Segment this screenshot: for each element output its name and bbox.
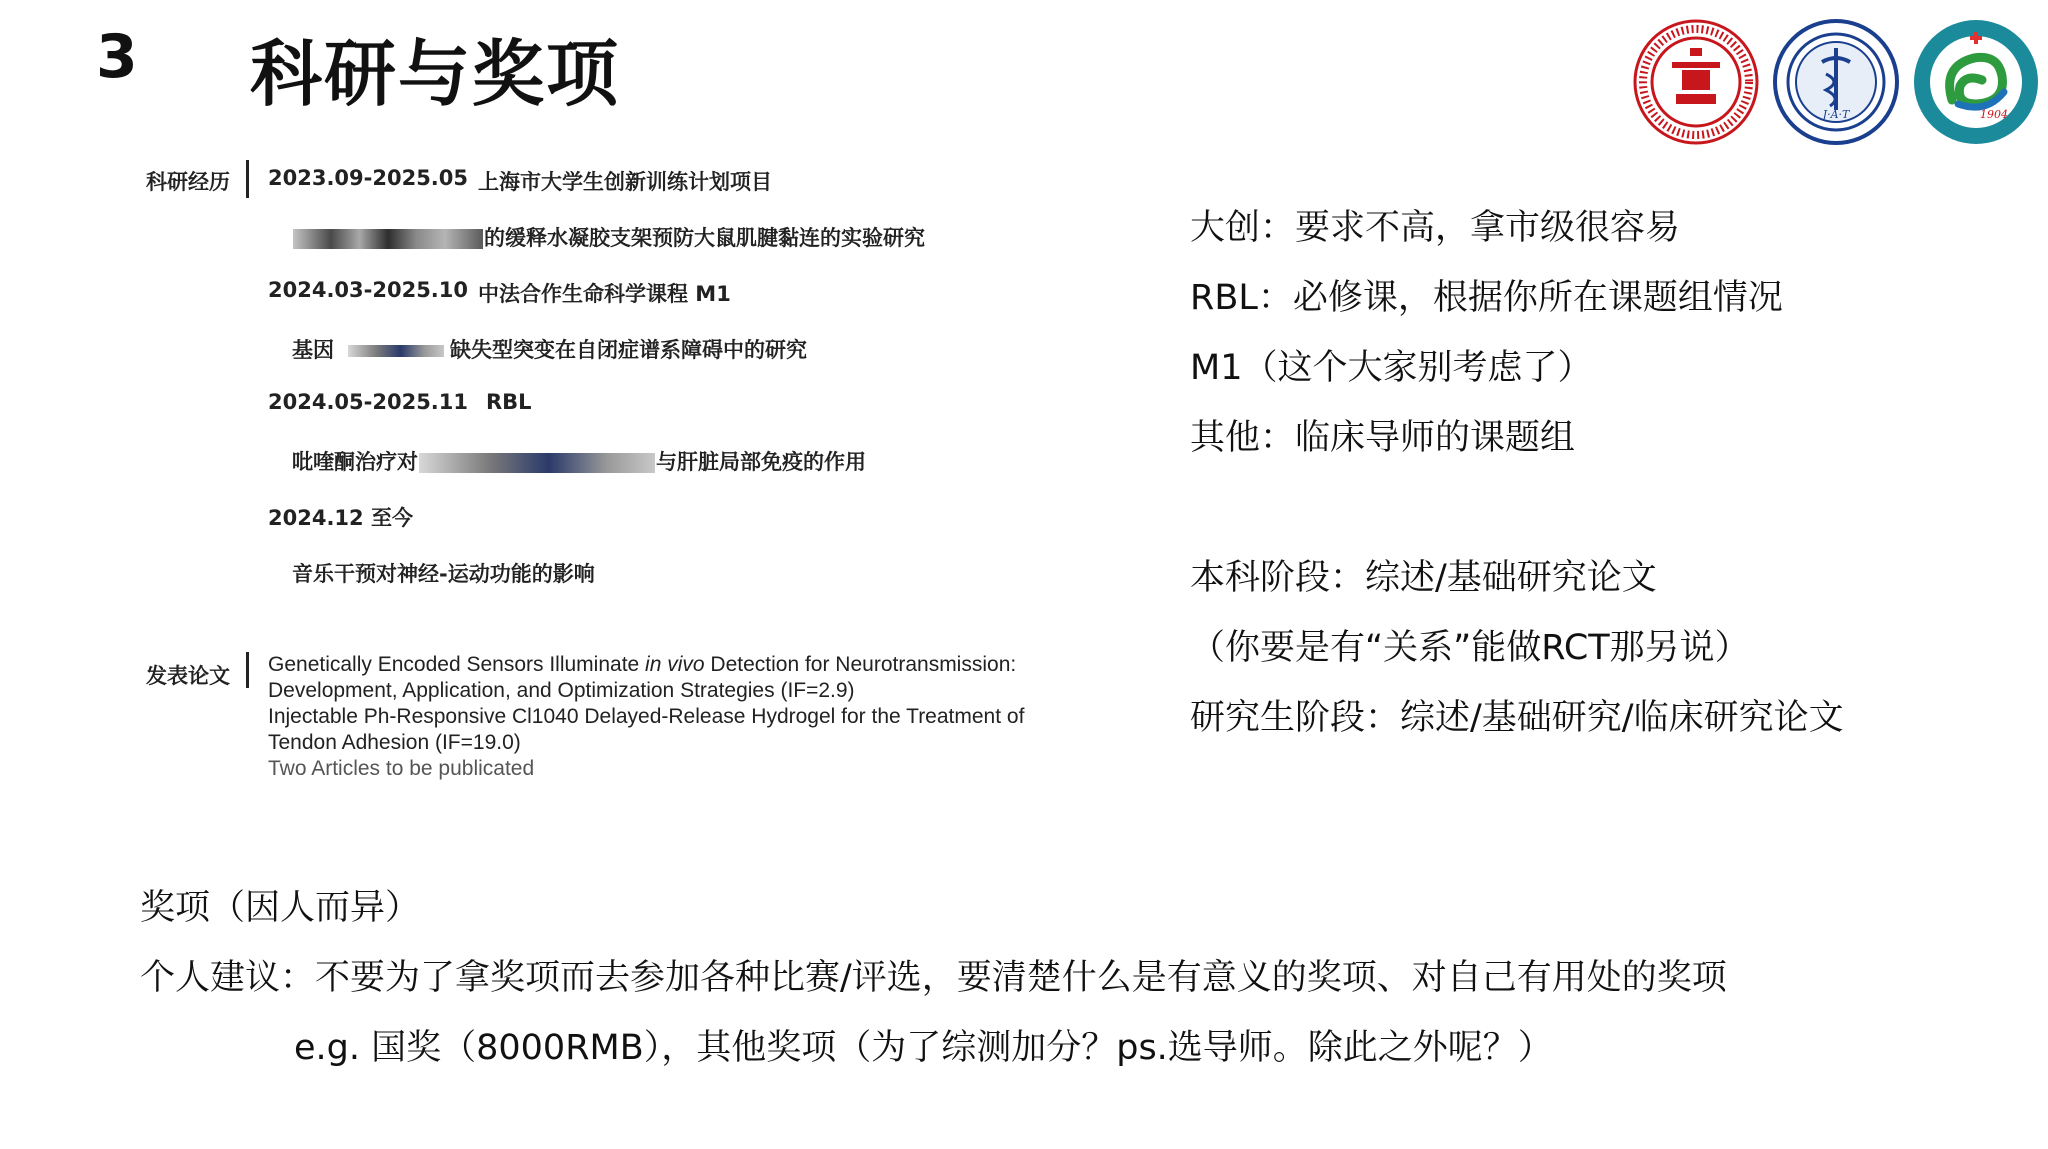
- research-item-3-desc: 吡喹酮治疗对 与肝脏局部免疫的作用: [292, 450, 866, 474]
- research-item-4-date: 2024.12 至今: [268, 506, 413, 530]
- note-line: M1（这个大家别考虑了）: [1190, 348, 1593, 388]
- research-item-1-date: 2023.09-2025.05: [268, 166, 469, 190]
- note-line: 本科阶段：综述/基础研究论文: [1190, 558, 1657, 598]
- note-line: 其他：临床导师的课题组: [1190, 418, 1576, 458]
- research-item-2-name: 中法合作生命科学课程 M1: [478, 282, 731, 306]
- publication-line-3: Injectable Ph-Responsive Cl1040 Delayed-Release Hydrogel for the Treatment of: [268, 705, 1025, 728]
- redacted-blur: [348, 345, 444, 357]
- research-item-1-desc: 的缓释水凝胶支架预防大鼠肌腱黏连的实验研究: [292, 222, 925, 252]
- hospital-logo-year: 1904: [1980, 108, 2008, 121]
- research-item-4-desc: 音乐干预对神经-运动功能的影响: [292, 562, 595, 586]
- sjtu-medicine-logo-icon: [1772, 18, 1900, 146]
- slide-title: 科研与奖项: [250, 32, 621, 116]
- publication-line-1: Genetically Encoded Sensors Illuminate in vivo Detection for Neurotransmission:: [268, 653, 1017, 676]
- awards-heading: 奖项（因人而异）: [140, 888, 421, 928]
- research-item-1-name: 上海市大学生创新训练计划项目: [478, 170, 772, 194]
- research-item-2-date: 2024.03-2025.10: [268, 278, 469, 302]
- sixth-hospital-logo-icon: [1912, 18, 2040, 146]
- research-item-3-date: 2024.05-2025.11: [268, 390, 469, 414]
- slide-number: 3: [96, 22, 138, 92]
- note-line: 研究生阶段：综述/基础研究/临床研究论文: [1190, 698, 1844, 738]
- note-line: 大创：要求不高，拿市级很容易: [1190, 208, 1681, 248]
- awards-advice: 个人建议：不要为了拿奖项而去参加各种比赛/评选，要清楚什么是有意义的奖项、对自己有用处的奖项: [140, 958, 1727, 998]
- publication-line-2: Development, Application, and Optimization Strategies (IF=2.9): [268, 679, 855, 702]
- section-divider: [246, 652, 249, 688]
- publication-line-4: Tendon Adhesion (IF=19.0): [268, 731, 521, 754]
- awards-example: e.g. 国奖（8000RMB），其他奖项（为了综测加分？ps.选导师。除此之外呢？）: [294, 1028, 1553, 1068]
- research-item-2-desc: 基因 缺失型突变在自闭症谱系障碍中的研究: [292, 338, 807, 362]
- note-line: （你要是有“关系”能做RCT那另说）: [1190, 628, 1750, 668]
- sjtu-logo-icon: [1632, 18, 1760, 146]
- section-divider: [246, 160, 249, 198]
- sjtu-logo-year: 1896: [1682, 106, 1710, 117]
- medicine-logo-text: J·A·T: [1822, 108, 1850, 121]
- note-line: RBL：必修课，根据你所在课题组情况: [1190, 278, 1783, 318]
- redacted-blur: [293, 229, 483, 249]
- publication-line-5: Two Articles to be publicated: [268, 757, 535, 780]
- publication-section-label: 发表论文: [146, 664, 230, 688]
- research-section-label: 科研经历: [146, 170, 230, 194]
- redacted-blur: [419, 453, 655, 473]
- research-item-3-name: RBL: [486, 390, 532, 414]
